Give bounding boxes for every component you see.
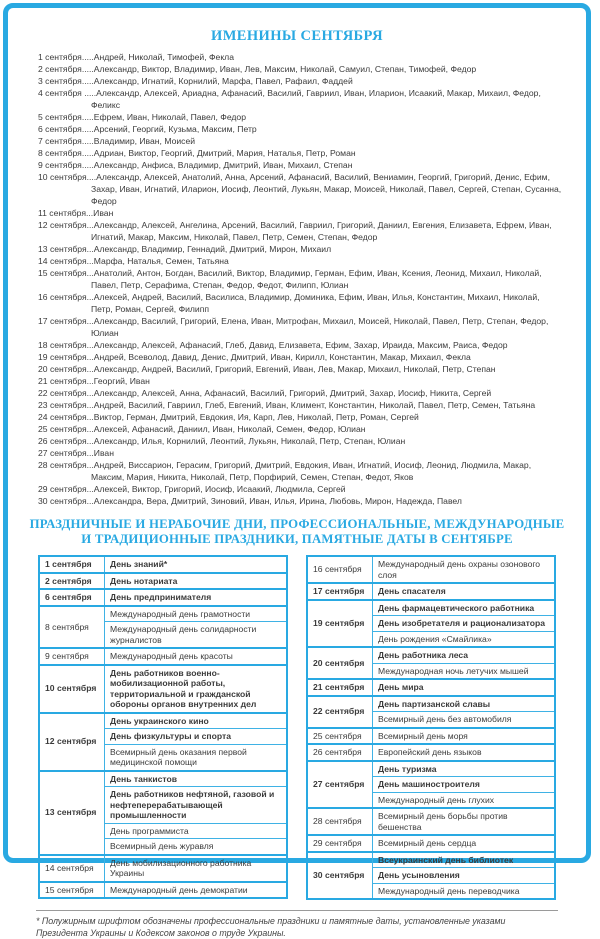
nameday-entry: 29 сентября...Алексей, Виктор, Григорий, Иосиф, Исаакий, Людмила, Сергей [38, 484, 346, 494]
holiday-name-cell: День туризма [373, 761, 556, 777]
holiday-date-cell: 14 сентября [39, 855, 105, 882]
holidays-tables [38, 555, 556, 900]
holiday-name-cell: День усыновления [373, 868, 556, 884]
holiday-date-cell: 20 сентября [307, 647, 373, 679]
nameday-entry: 19 сентября...Андрей, Всеволод, Давид, Денис, Дмитрий, Иван, Кирилл, Константин, Макар, Михаил, Фекла [38, 352, 471, 362]
holiday-name-cell: День мобилизационного работника Украины [105, 855, 288, 882]
nameday-entry: 28 сентября...Андрей, Виссарион, Герасим, Григорий, Дмитрий, Евдокия, Иван, Игнатий, Иосиф, Леонид, Людмила, Макар, Максим, Мария, Никита, Николай, Петр, Порфирий, Семен, Степан, Федот, Яков [38, 460, 532, 482]
holiday-date-cell: 25 сентября [307, 728, 373, 745]
holiday-date-cell: 2 сентября [39, 573, 105, 590]
holiday-name-cell: День работника леса [373, 647, 556, 663]
holiday-date-cell: 16 сентября [307, 556, 373, 583]
holiday-name-cell: День работников военно-мобилизационной работы, территориальной и гражданской обороны органов внутренних дел [105, 665, 288, 713]
holiday-date-cell: 21 сентября [307, 679, 373, 696]
holiday-name-cell: День партизанской славы [373, 696, 556, 712]
holiday-name-cell: Международный день солидарности журналистов [105, 622, 288, 649]
holiday-name-cell: Всемирный день сердца [373, 835, 556, 852]
holiday-name-cell: Всеукраинский день библиотек [373, 852, 556, 868]
nameday-entry: 7 сентября.....Владимир, Иван, Моисей [38, 136, 196, 146]
holiday-date-cell: 19 сентября [307, 600, 373, 648]
holiday-date-cell: 30 сентября [307, 852, 373, 900]
nameday-entry: 17 сентября...Александр, Василий, Григорий, Елена, Иван, Митрофан, Михаил, Моисей, Николай, Павел, Петр, Степан, Федор, Юлиан [38, 316, 549, 338]
holiday-name-cell: День фармацевтического работника [373, 600, 556, 616]
holiday-date-cell: 12 сентября [39, 713, 105, 771]
nameday-entry: 21 сентября...Георгий, Иван [38, 376, 150, 386]
holiday-name-cell: День спасателя [373, 583, 556, 600]
holiday-name-cell: День работников нефтяной, газовой и нефтеперерабатывающей промышленности [105, 787, 288, 824]
holidays-title [18, 517, 576, 547]
nameday-entry: 9 сентября.....Александр, Анфиса, Владимир, Дмитрий, Иван, Михаил, Степан [38, 160, 353, 170]
holiday-date-cell: 17 сентября [307, 583, 373, 600]
holiday-name-cell: День физкультуры и спорта [105, 729, 288, 745]
nameday-entry: 10 сентября....Александр, Алексей, Анатолий, Анна, Арсений, Афанасий, Василий, Вениамин, Георгий, Григорий, Денис, Ефим, Захар, Иван, Игнатий, Иларион, Иосиф, Леонтий, Лукьян, Макар, Моисей, Николай, Павел, Сергей, Степан, Сусанна, Федор [38, 172, 562, 206]
holiday-name-cell: Всемирный день оказания первой медицинской помощи [105, 744, 288, 771]
holidays-title-line2: И ТРАДИЦИОННЫЕ ПРАЗДНИКИ, ПАМЯТНЫЕ ДАТЫ В СЕНТЯБРЕ [81, 532, 513, 546]
holiday-date-cell: 29 сентября [307, 835, 373, 852]
holiday-name-cell: День нотариата [105, 573, 288, 590]
holiday-date-cell: 10 сентября [39, 665, 105, 713]
holiday-name-cell: День предпринимателя [105, 589, 288, 606]
nameday-entry: 14 сентября...Марфа, Наталья, Семен, Татьяна [38, 256, 229, 266]
holiday-name-cell: Всемирный день борьбы против бешенства [373, 808, 556, 835]
holidays-title-line1: ПРАЗДНИЧНЫЕ И НЕРАБОЧИЕ ДНИ, ПРОФЕССИОНАЛЬНЫЕ, МЕЖДУНАРОДНЫЕ [29, 517, 565, 531]
namedays-list [38, 51, 562, 507]
holiday-name-cell: Международный день глухих [373, 792, 556, 808]
holiday-date-cell: 15 сентября [39, 882, 105, 899]
holiday-name-cell: Международный день грамотности [105, 606, 288, 622]
nameday-entry: 2 сентября.....Александр, Виктор, Владимир, Иван, Лев, Максим, Николай, Самуил, Степан, Тимофей, Федор [38, 64, 477, 74]
footnote-divider [36, 910, 558, 911]
holiday-name-cell: Международный день красоты [105, 648, 288, 665]
holiday-name-cell: День программиста [105, 823, 288, 839]
holiday-name-cell: Международная ночь летучих мышей [373, 663, 556, 679]
footnote: * Полужирным шрифтом обозначены профессиональные праздники и памятные даты, установленные указами Президента Украины и Кодексом законов о труде Украины. [36, 916, 506, 938]
namedays-title: ИМЕНИНЫ СЕНТЯБРЯ [211, 28, 383, 44]
holiday-date-cell: 1 сентября [39, 556, 105, 573]
holiday-date-cell: 26 сентября [307, 744, 373, 761]
nameday-entry: 6 сентября.....Арсений, Георгий, Кузьма, Максим, Петр [38, 124, 257, 134]
holiday-name-cell: День рождения «Смайлика» [373, 631, 556, 647]
nameday-entry: 20 сентября...Александр, Андрей, Василий, Григорий, Евгений, Иван, Лев, Макар, Михаил, Николай, Петр, Степан [38, 364, 496, 374]
holiday-name-cell: Международный день переводчика [373, 883, 556, 899]
nameday-entry: 15 сентября...Анатолий, Антон, Богдан, Василий, Виктор, Владимир, Герман, Ефим, Иван, Ксения, Леонид, Михаил, Николай, Павел, Петр, Серафима, Степан, Федор, Федот, Филипп, Юлиан [38, 268, 542, 290]
holiday-date-cell: 22 сентября [307, 696, 373, 728]
holiday-name-cell: День изобретателя и рационализатора [373, 616, 556, 632]
holiday-name-cell: День украинского кино [105, 713, 288, 729]
holiday-date-cell: 27 сентября [307, 761, 373, 809]
holiday-name-cell: День танкистов [105, 771, 288, 787]
holiday-name-cell: День знаний* [105, 556, 288, 573]
nameday-entry: 22 сентября...Александр, Алексей, Анна, Афанасий, Василий, Григорий, Дмитрий, Захар, Иосиф, Никита, Сергей [38, 388, 492, 398]
holiday-name-cell: Международный день демократии [105, 882, 288, 899]
holiday-date-cell: 9 сентября [39, 648, 105, 665]
nameday-entry: 5 сентября.....Ефрем, Иван, Николай, Павел, Федор [38, 112, 246, 122]
nameday-entry: 11 сентября...Иван [38, 208, 114, 218]
holiday-date-cell: 13 сентября [39, 771, 105, 855]
nameday-entry: 18 сентября...Александр, Алексей, Афанасий, Глеб, Давид, Елизавета, Ефим, Захар, Ираида, Максим, Раиса, Федор [38, 340, 508, 350]
nameday-entry: 26 сентября...Александр, Илья, Корнилий, Леонтий, Лукьян, Николай, Петр, Степан, Юлиан [38, 436, 406, 446]
holiday-name-cell: Европейский день языков [373, 744, 556, 761]
holiday-name-cell: День машиностроителя [373, 777, 556, 793]
nameday-entry: 13 сентября...Александр, Владимир, Геннадий, Дмитрий, Мирон, Михаил [38, 244, 332, 254]
holiday-date-cell: 8 сентября [39, 606, 105, 649]
holidays-table-left [38, 555, 288, 899]
holiday-name-cell: Всемирный день без автомобиля [373, 712, 556, 728]
holiday-date-cell: 28 сентября [307, 808, 373, 835]
nameday-entry: 30 сентября...Александра, Вера, Дмитрий, Зиновий, Иван, Илья, Ирина, Любовь, Мирон, Надежда, Павел [38, 496, 462, 506]
nameday-entry: 8 сентября.....Адриан, Виктор, Георгий, Дмитрий, Мария, Наталья, Петр, Роман [38, 148, 356, 158]
holiday-name-cell: Международный день охраны озонового слоя [373, 556, 556, 583]
nameday-entry: 23 сентября...Андрей, Василий, Гавриил, Глеб, Евгений, Иван, Климент, Константин, Николай, Павел, Петр, Семен, Татьяна [38, 400, 536, 410]
nameday-entry: 4 сентября .....Александр, Алексей, Ариадна, Афанасий, Василий, Гавриил, Иван, Иларион, Исаакий, Макар, Михаил, Федор, Феликс [38, 88, 541, 110]
nameday-entry: 24 сентября...Виктор, Герман, Дмитрий, Евдокия, Ия, Карп, Лев, Николай, Петр, Роман, Сергей [38, 412, 419, 422]
nameday-entry: 27 сентября...Иван [38, 448, 114, 458]
calendar-page [3, 3, 591, 938]
nameday-entry: 16 сентября...Алексей, Андрей, Василий, Василиса, Владимир, Доминика, Ефим, Иван, Илья, Константин, Михаил, Николай, Петр, Роман, Сергей, Филипп [38, 292, 540, 314]
holiday-date-cell: 6 сентября [39, 589, 105, 606]
nameday-entry: 25 сентября...Алексей, Афанасий, Даниил, Иван, Николай, Семен, Федор, Юлиан [38, 424, 366, 434]
holidays-table-right [306, 555, 556, 900]
nameday-entry: 1 сентября.....Андрей, Николай, Тимофей, Фекла [38, 52, 234, 62]
nameday-entry: 12 сентября...Александр, Алексей, Ангелина, Арсений, Василий, Гавриил, Григорий, Даниил, Евгения, Елизавета, Ефрем, Иван, Игнатий, Макар, Максим, Николай, Павел, Петр, Семен, Степан, Федор [38, 220, 552, 242]
holiday-name-cell: Всемирный день моря [373, 728, 556, 745]
nameday-entry: 3 сентября.....Александр, Игнатий, Корнилий, Марфа, Павел, Рафаил, Фаддей [38, 76, 353, 86]
holiday-name-cell: День мира [373, 679, 556, 696]
holiday-name-cell: Всемирный день журавля [105, 839, 288, 855]
